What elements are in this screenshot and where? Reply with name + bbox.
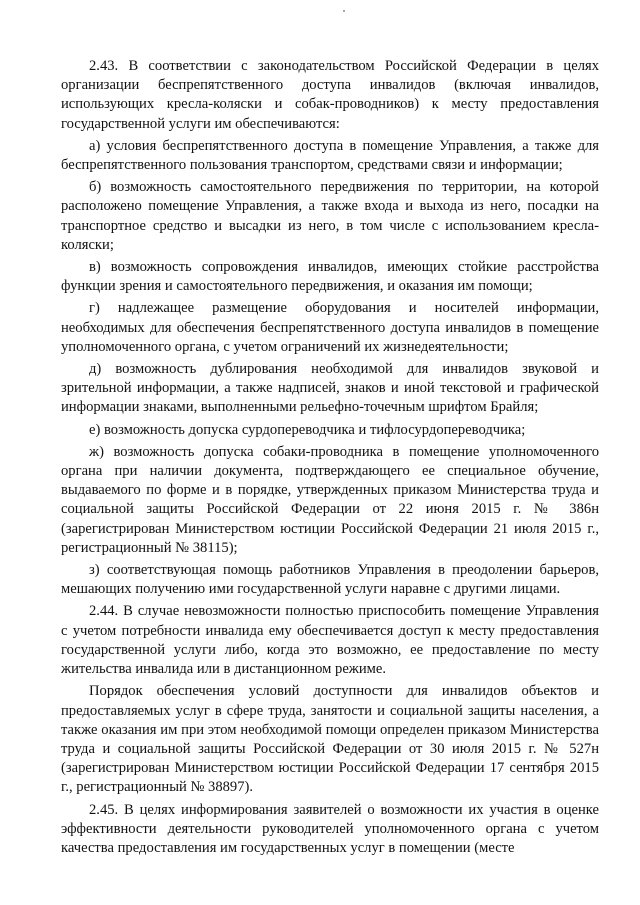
paragraph-2-43: 2.43. В соответствии с законодательством Российской Федерации в целях организации беспрепятственного доступа инвалидов (включая инвалидов, использующих кресла-коляски и собак-проводников) к месту предоставления государственной услуги им обеспечиваются:	[61, 58, 599, 132]
paragraph-2-45: 2.45. В целях информирования заявителей о возможности их участия в оценке эффективности деятельности руководителей уполномоченного органа с учетом качества предоставления им государственных услуг в помещении (месте	[61, 801, 599, 856]
paragraph-g: г) надлежащее размещение оборудования и носителей информации, необходимых для обеспечения беспрепятственного доступа инвалидов в помещение уполномоченного органа, с учетом ограничений их жизнедеятельности;	[61, 300, 599, 355]
paragraph-d: д) возможность дублирования необходимой для инвалидов звуковой и зрительной информации, а также надписей, знаков и иной текстовой и графической информации знаками, выполненными рельефно-точечным шрифтом Брайля;	[61, 361, 599, 416]
paragraph-2-44: 2.44. В случае невозможности полностью приспособить помещение Управления с учетом потребности инвалида ему обеспечивается доступ к месту предоставления государственной услуги либо, когда это возможно, ее предоставление по месту жительства инвалида или в дистанционном режиме.	[61, 603, 599, 678]
document-body	[61, 57, 599, 861]
paragraph-v: в) возможность сопровождения инвалидов, имеющих стойкие расстройства функции зрения и самостоятельного передвижения, и оказания им помощи;	[61, 259, 599, 295]
paragraph-procedure: Порядок обеспечения условий доступности для инвалидов объектов и предоставляемых услуг в сфере труда, занятости и социальной защиты населения, а также оказания им при этом необходимой помощи определен приказом Министерства труда и социальной защиты Российской Федерации от 30 июля 2015 г. № 527н (зарегистрирован Министерством юстиции Российской Федерации 17 сентября 2015 г., регистрационный № 38897).	[61, 683, 599, 796]
scan-speck	[343, 10, 345, 12]
paragraph-a: а) условия беспрепятственного доступа в помещение Управления, а также для беспрепятственного пользования транспортом, средствами связи и информации;	[61, 137, 599, 174]
paragraph-b: б) возможность самостоятельного передвижения по территории, на которой расположено помещение Управления, а также входа и выхода из него, посадки на транспортное средство и высадки из него, в том числе с использованием кресла-коляски;	[61, 179, 599, 253]
paragraph-e: е) возможность допуска сурдопереводчика и тифлосурдопереводчика;	[89, 421, 526, 438]
paragraph-zh: ж) возможность допуска собаки-проводника в помещение уполномоченного органа при наличии документа, подтверждающего ее специальное обучение, выдаваемого по форме и в порядке, утвержденных приказом Министерства труда и социальной защиты Российской Федерации от 22 июня 2015 г. № 386н (зарегистрирован Министерством юстиции Российской Федерации 21 июля 2015 г., регистрационный № 38115);	[61, 443, 599, 556]
paragraph-z: з) соответствующая помощь работников Управления в преодолении барьеров, мешающих получению ими государственной услуги наравне с другими лицами.	[61, 562, 599, 598]
